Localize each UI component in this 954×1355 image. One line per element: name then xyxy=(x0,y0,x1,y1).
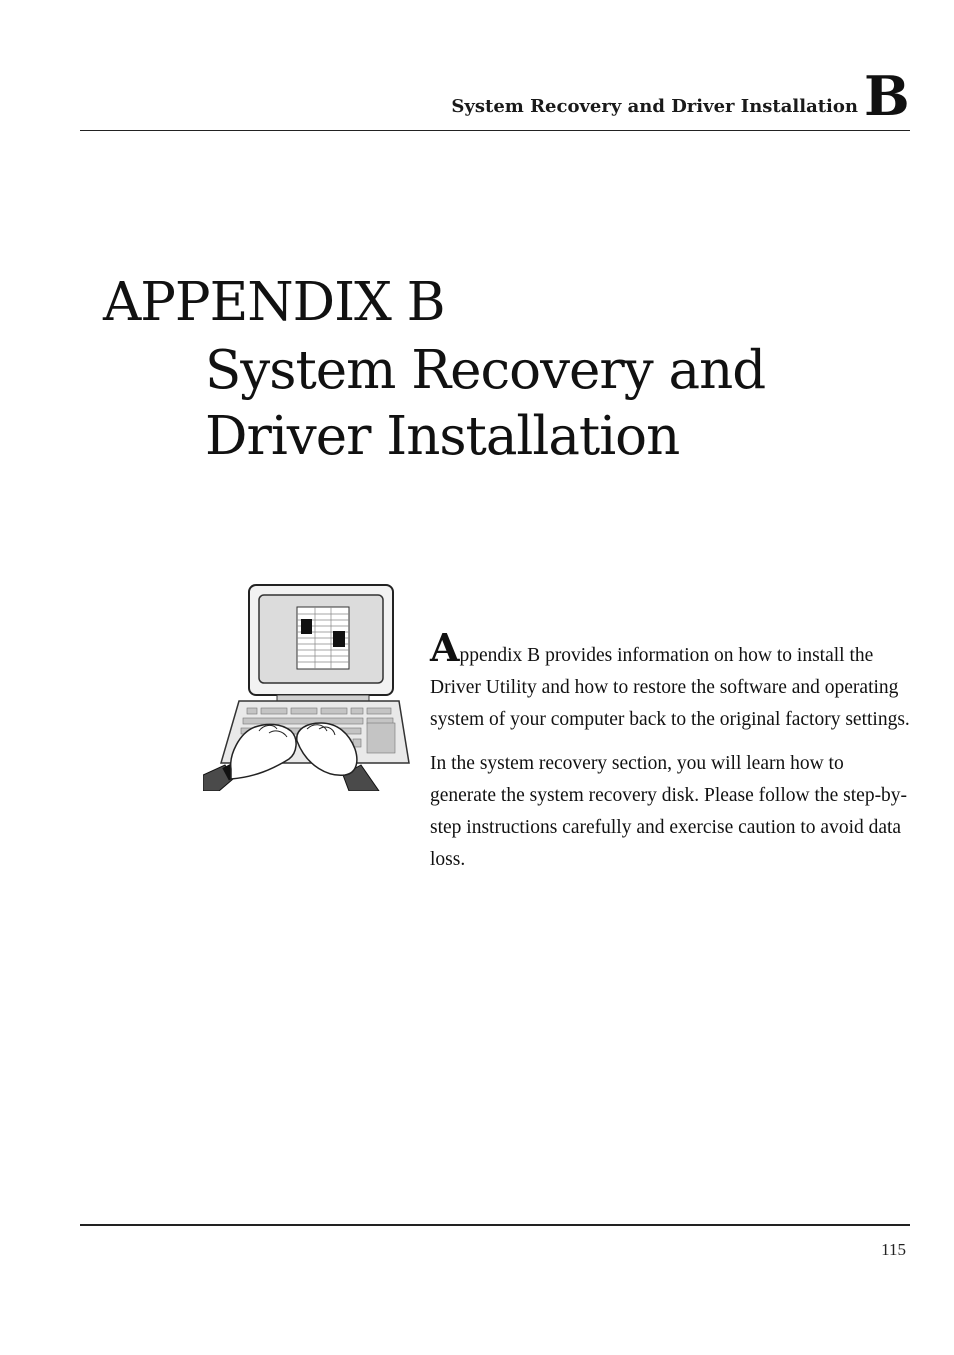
appendix-label: APPENDIX B xyxy=(103,272,445,333)
chapter-letter: B xyxy=(864,64,910,128)
page-number: 115 xyxy=(881,1240,906,1259)
intro-paragraph-1-text: ppendix B provides information on how to install the Driver Utility and how to restore the software and operating system of your computer back to the original factory settings. xyxy=(430,645,910,730)
intro-paragraph-2: In the system recovery section, you will learn how to generate the system recovery disk. Please follow the step-by-step instructions carefully and exercise caution to avoid data loss. xyxy=(430,753,908,870)
computer-typing-icon xyxy=(203,583,411,791)
chapter-title-line-2: Driver Installation xyxy=(205,406,680,467)
header-rule xyxy=(80,130,910,131)
footer-rule xyxy=(80,1224,910,1226)
chapter-title xyxy=(205,338,855,470)
running-header-title: System Recovery and Driver Installation xyxy=(451,96,858,117)
intro-paragraph-1 xyxy=(430,625,910,736)
chapter-title-line-1: System Recovery and xyxy=(205,340,766,401)
drop-cap: A xyxy=(430,625,460,670)
intro-text xyxy=(430,625,910,888)
